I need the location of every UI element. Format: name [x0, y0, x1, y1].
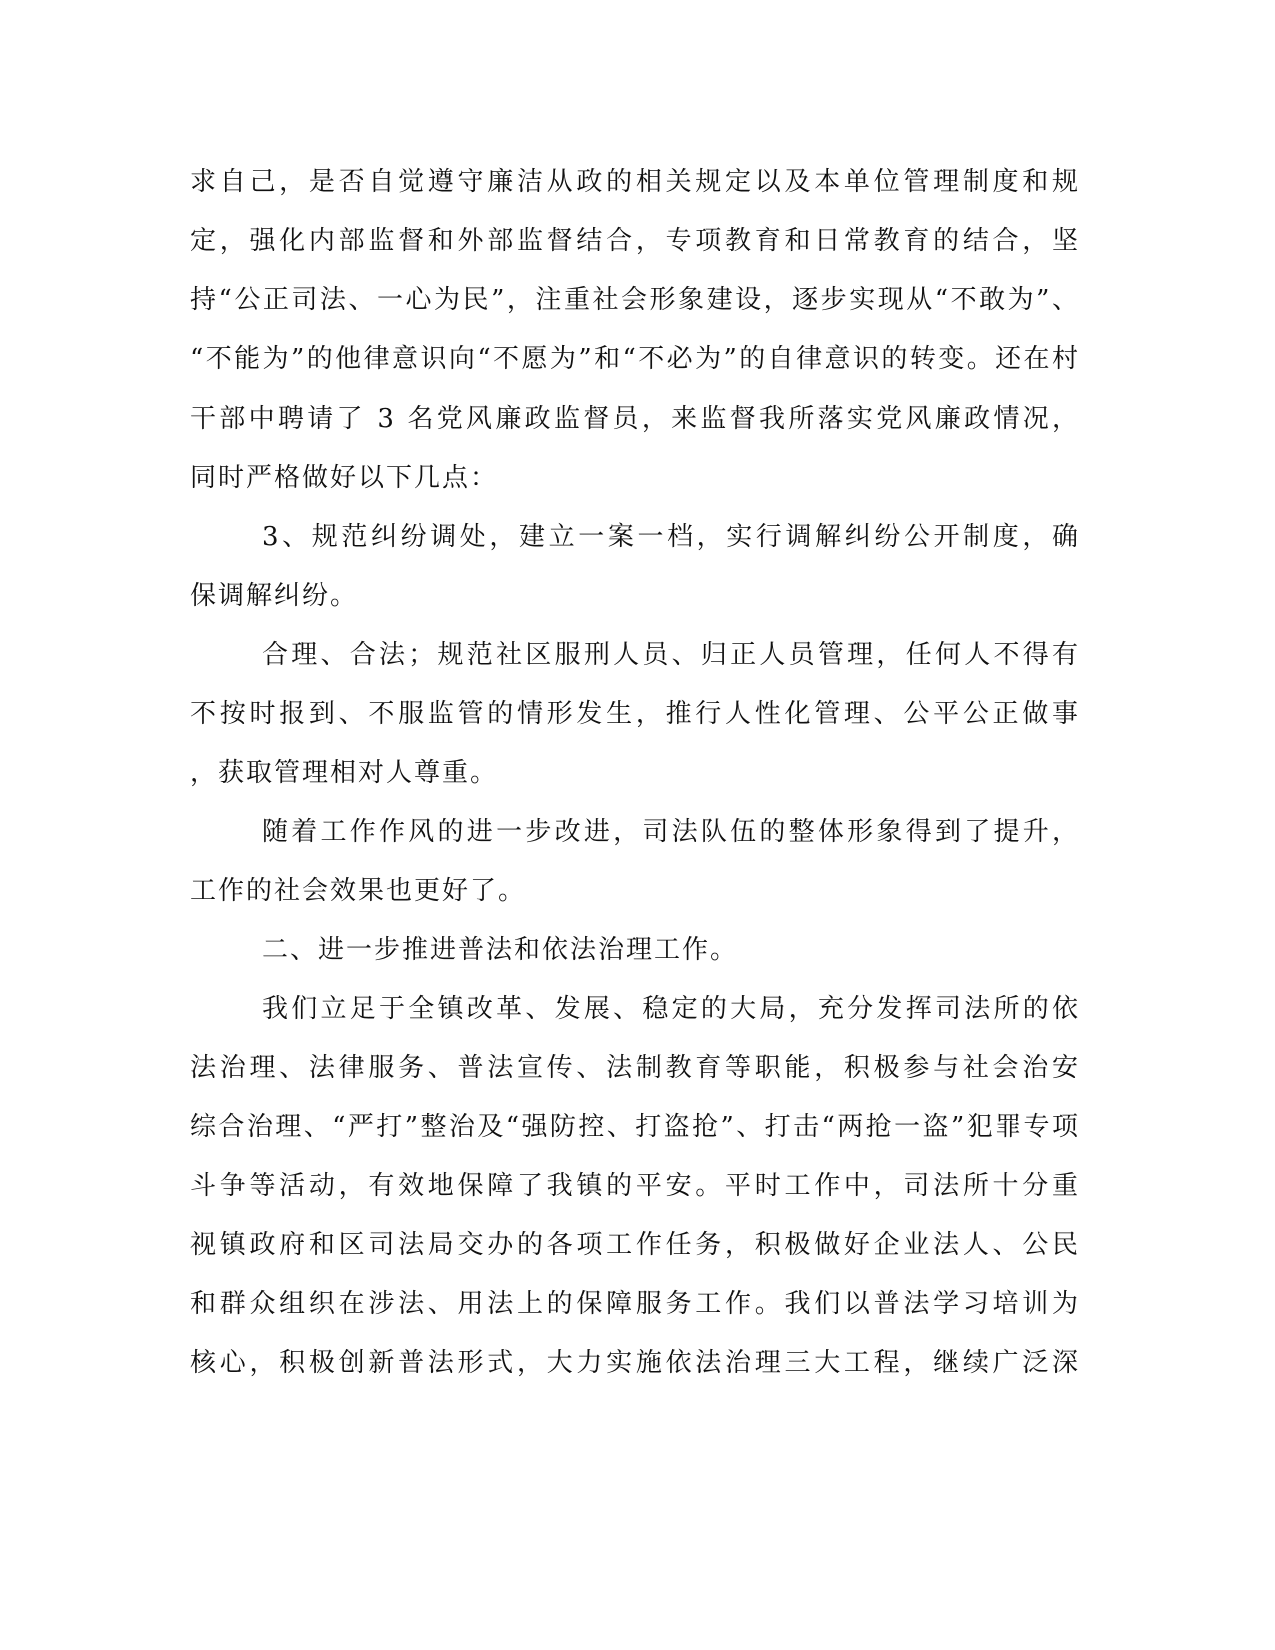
paragraph-start: 3、规范纠纷调处，建立一案一档，实行调解纠纷公开制度，确 — [262, 522, 1080, 552]
text-line: 核心，积极创新普法形式，大力实施依法治理三大工程，继续广泛深 — [190, 1348, 1080, 1378]
text-line: 求自己，是否自觉遵守廉洁从政的相关规定以及本单位管理制度和规 — [190, 167, 1080, 197]
text-line: 保调解纠纷。 — [190, 581, 359, 611]
section-heading: 二、进一步推进普法和依法治理工作。 — [262, 935, 739, 965]
text-line: 和群众组织在涉法、用法上的保障服务工作。我们以普法学习培训为 — [190, 1289, 1080, 1319]
text-line: 定，强化内部监督和外部监督结合，专项教育和日常教育的结合，坚 — [190, 226, 1080, 256]
text-line: 斗争等活动，有效地保障了我镇的平安。平时工作中，司法所十分重 — [190, 1171, 1080, 1201]
text-line: 法治理、法律服务、普法宣传、法制教育等职能，积极参与社会治安 — [190, 1053, 1080, 1083]
text-line: 视镇政府和区司法局交办的各项工作任务，积极做好企业法人、公民 — [190, 1230, 1080, 1260]
text-line: 同时严格做好以下几点： — [190, 463, 499, 493]
text-line: 不按时报到、不服监管的情形发生，推行人性化管理、公平公正做事 — [190, 699, 1080, 729]
paragraph-start: 随着工作作风的进一步改进，司法队伍的整体形象得到了提升， — [262, 817, 1080, 847]
text-line: 持“公正司法、一心为民”，注重社会形象建设，逐步实现从“不敢为”、 — [190, 285, 1080, 315]
text-line: 干部中聘请了 3 名党风廉政监督员，来监督我所落实党风廉政情况， — [190, 404, 1080, 434]
text-line: “不能为”的他律意识向“不愿为”和“不必为”的自律意识的转变。还在村 — [190, 344, 1080, 374]
paragraph-start: 我们立足于全镇改革、发展、稳定的大局，充分发挥司法所的依 — [262, 994, 1080, 1024]
text-line: ，获取管理相对人尊重。 — [190, 758, 499, 788]
text-line: 综合治理、“严打”整治及“强防控、打盗抢”、打击“两抢一盗”犯罪专项 — [190, 1112, 1080, 1142]
text-line: 工作的社会效果也更好了。 — [190, 876, 527, 906]
paragraph-start: 合理、合法；规范社区服刑人员、归正人员管理，任何人不得有 — [262, 640, 1080, 670]
